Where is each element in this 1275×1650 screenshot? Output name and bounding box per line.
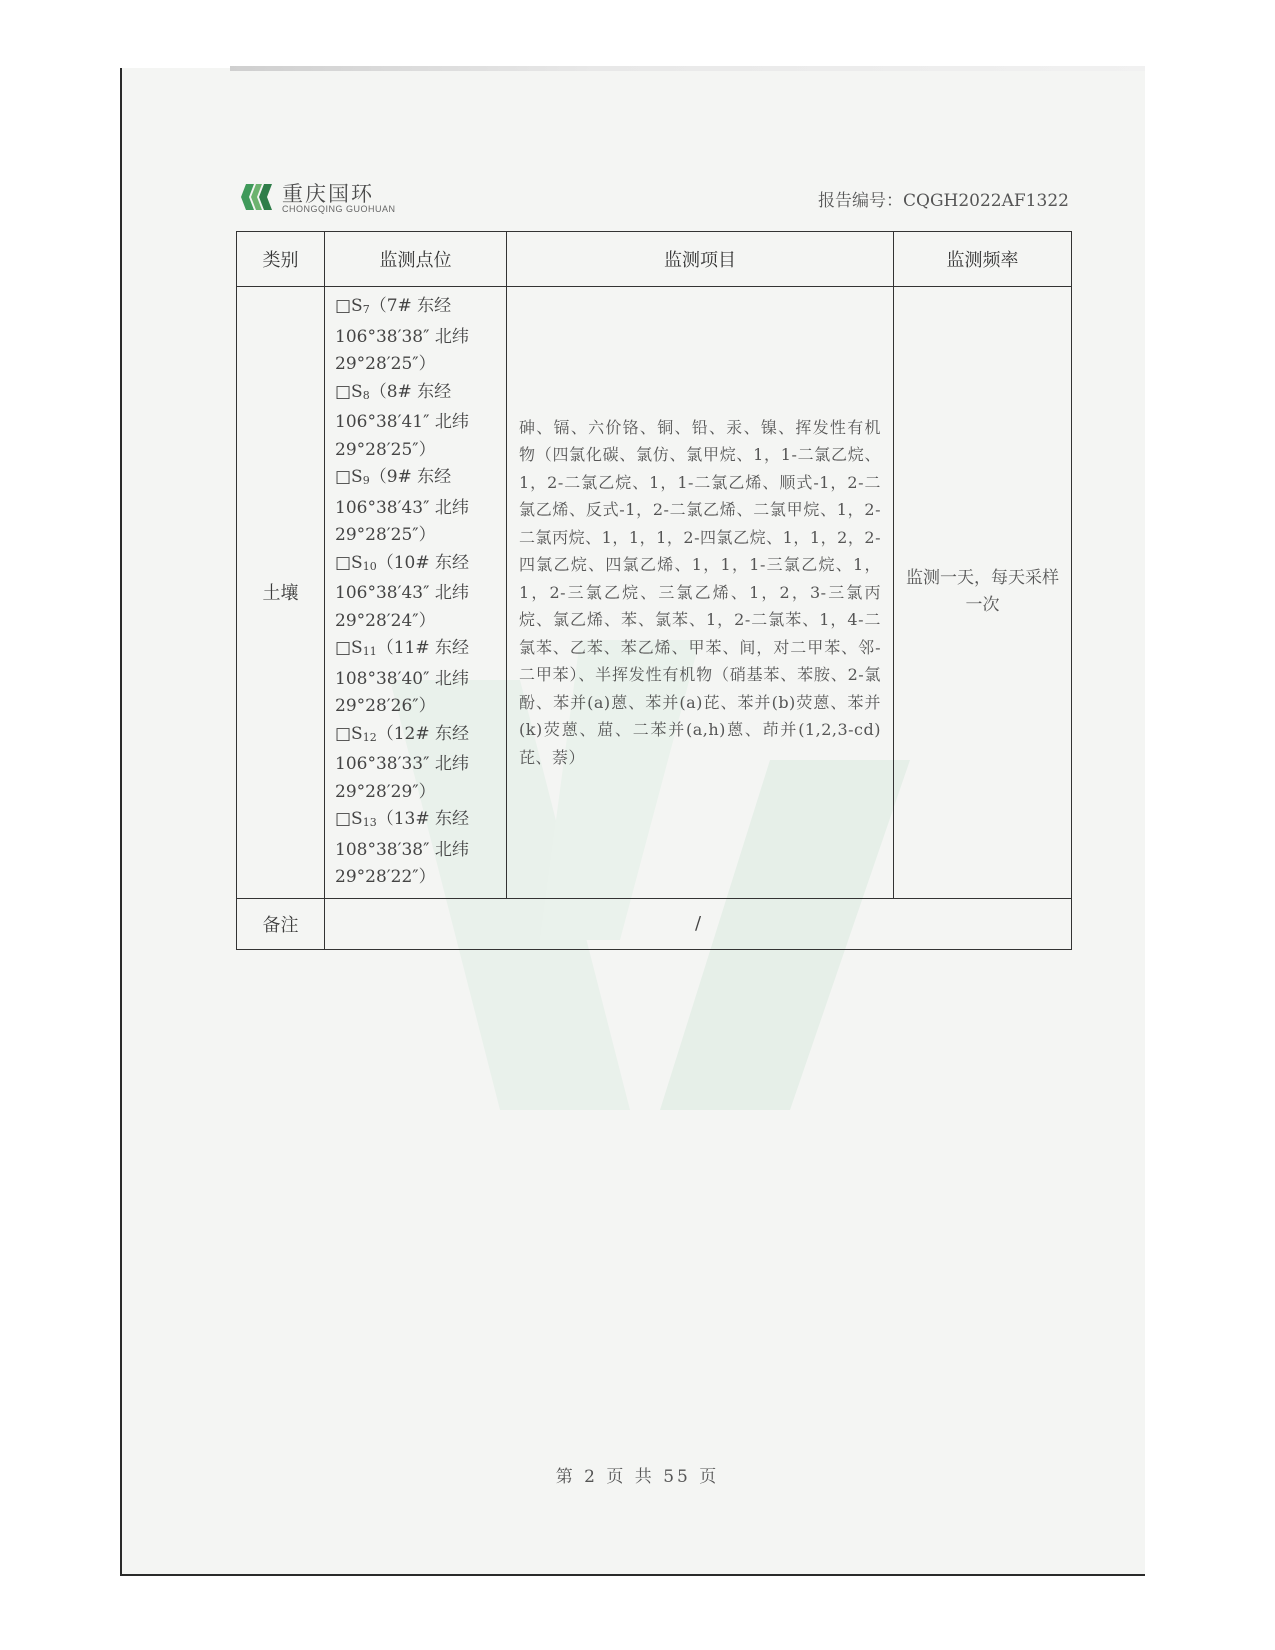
point-lon: 106°38′38″ 北纬 — [335, 326, 469, 347]
point-lat: 29°28′25″） — [335, 525, 436, 545]
note-label: 备注 — [237, 898, 325, 949]
point-lon: 106°38′41″ 北纬 — [335, 412, 469, 432]
point-lat: 29°28′25″） — [335, 439, 436, 460]
point-lat: 29°28′25″） — [335, 354, 436, 374]
company-logo — [240, 176, 400, 218]
scan-edge — [230, 66, 1145, 71]
company-name-cn: 重庆国环 — [282, 182, 374, 206]
point-lon: 106°38′33″ 北纬 — [335, 754, 469, 774]
point-lat: 29°28′22″） — [335, 867, 436, 887]
monitoring-table — [236, 231, 1072, 950]
point-lon: 106°38′43″ 北纬 — [335, 583, 469, 603]
points-cell — [325, 287, 507, 899]
company-logo-icon — [240, 180, 274, 214]
frequency-cell: 监测一天，每天采样一次 — [894, 287, 1072, 899]
header-frequency: 监测频率 — [894, 232, 1072, 287]
point-lat: 29°28′24″） — [335, 610, 436, 631]
header-items: 监测项目 — [507, 232, 894, 287]
table-header-row — [237, 232, 1072, 287]
point-entry: □S9（9# 东经 — [335, 467, 452, 487]
point-lon: 106°38′43″ 北纬 — [335, 497, 469, 518]
category-cell: 土壤 — [237, 287, 325, 899]
point-lat: 29°28′29″） — [335, 781, 436, 802]
table-row — [237, 287, 1072, 899]
point-lat: 29°28′26″） — [335, 696, 436, 716]
point-lon: 108°38′40″ 北纬 — [335, 668, 469, 689]
note-value: / — [325, 898, 1072, 949]
company-name-en: CHONGQING GUOHUAN — [282, 204, 396, 214]
header-points: 监测点位 — [325, 232, 507, 287]
point-entry: □S10（10# 东经 — [335, 552, 469, 573]
note-row — [237, 898, 1072, 949]
items-cell: 砷、镉、六价铬、铜、铅、汞、镍、挥发性有机物（四氯化碳、氯仿、氯甲烷、1，1-二氯乙烷、1，2-二氯乙烷、1，1-二氯乙烯、顺式-1，2-二氯乙烯、反式-1，2-二氯乙烯、二氯甲烷、1，2-二氯丙烷、1，1，1，2-四氯乙烷、1，1，2，2-四氯乙烷、四氯乙烯、1，1，1-三氯乙烷、1，1，2-三氯乙烷、三氯乙烯、1，2，3-三氯丙烷、氯乙烯、苯、氯苯、1，2-二氯苯、1，4-二氯苯、乙苯、苯乙烯、甲苯、间，对二甲苯、邻-二甲苯）、半挥发性有机物（硝基苯、苯胺、2-氯酚、苯并(a)蒽、苯并(a)芘、苯并(b)荧蒽、苯并(k)荧蒽、䓛、二苯并(a,h)蒽、茚并(1,2,3-cd)芘、萘） — [507, 287, 894, 899]
point-entry: □S11（11# 东经 — [335, 638, 469, 658]
point-entry: □S7（7# 东经 — [335, 296, 452, 316]
header-category: 类别 — [237, 232, 325, 287]
point-entry: □S8（8# 东经 — [335, 381, 452, 402]
point-lon: 108°38′38″ 北纬 — [335, 839, 469, 860]
report-number: 报告编号：CQGH2022AF1322 — [818, 191, 1069, 211]
point-entry: □S13（13# 东经 — [335, 809, 469, 829]
point-entry: □S12（12# 东经 — [335, 723, 469, 744]
page-number: 第 2 页 共 55 页 — [555, 1467, 720, 1487]
